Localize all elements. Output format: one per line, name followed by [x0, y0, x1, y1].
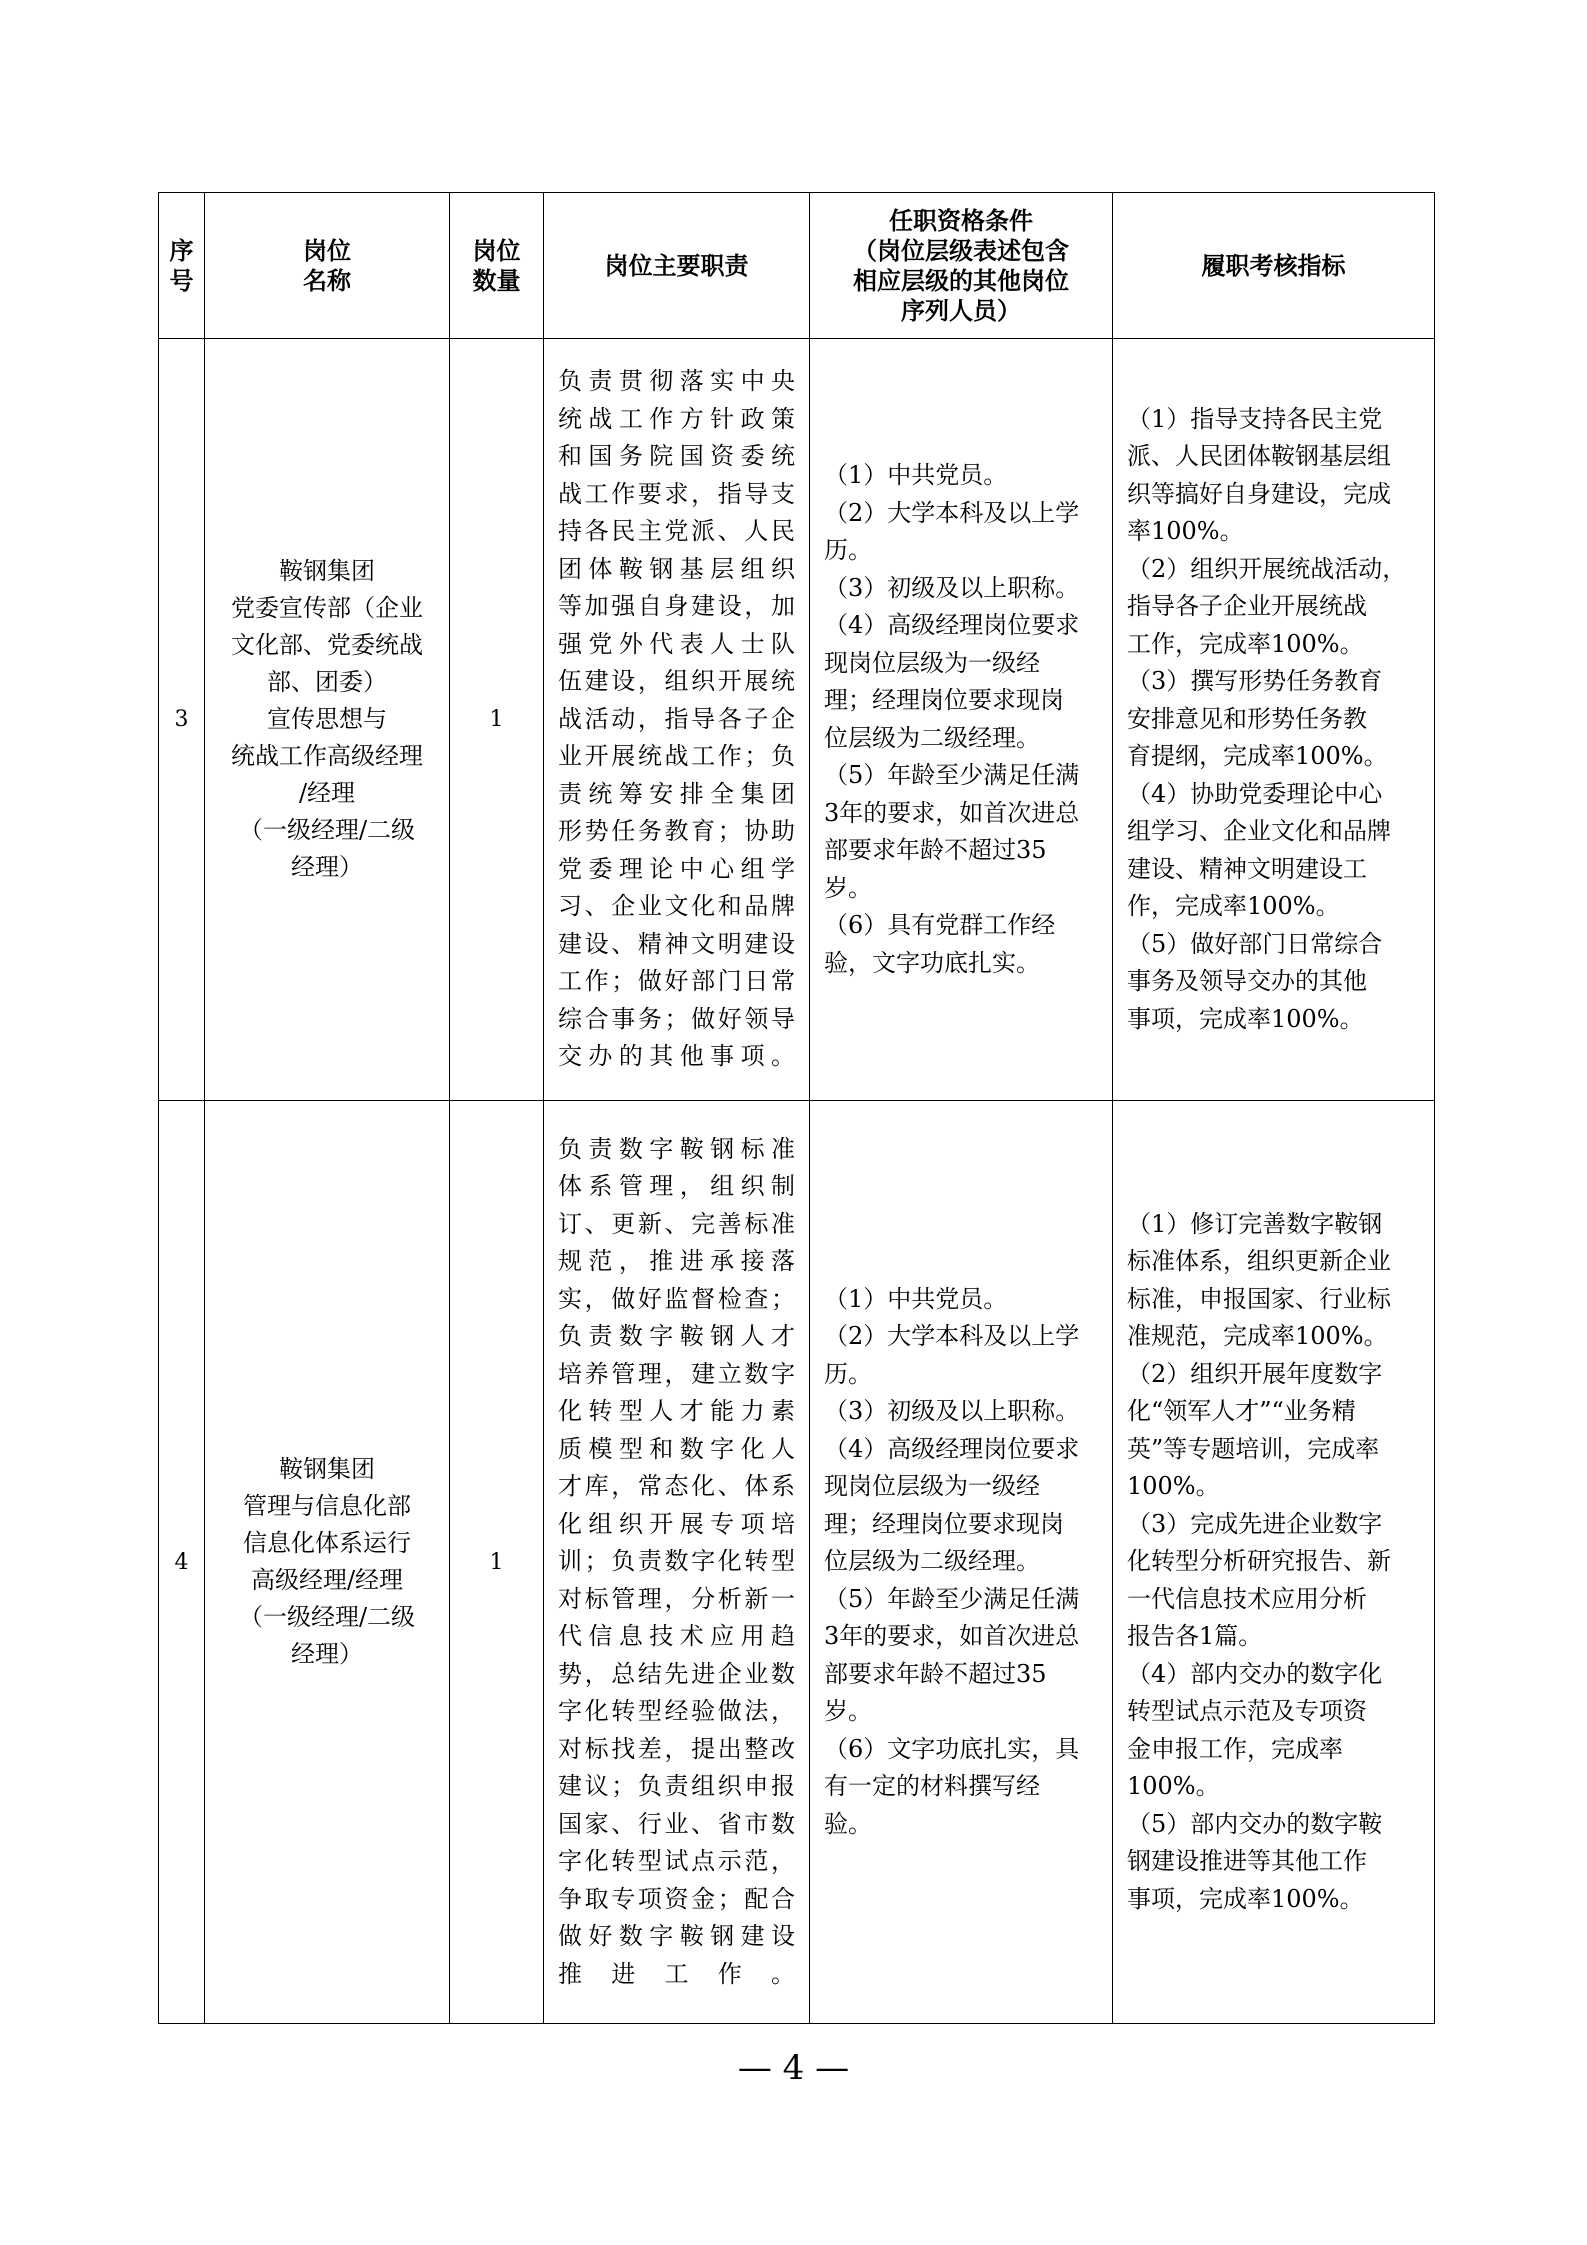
cell-line: 党委理论中心组学 — [558, 854, 795, 883]
performance-kpis — [1113, 339, 1435, 1101]
cell-line: 部要求年龄不超过35 — [824, 1659, 1047, 1688]
cell-line: （4）高级经理岗位要求 — [824, 1434, 1080, 1463]
job-table — [158, 192, 1435, 2024]
cell-line: 综合事务；做好领导 — [558, 1004, 795, 1033]
cell-line: 鞍钢集团 — [279, 557, 375, 585]
cell-line: 事务及领导交办的其他 — [1127, 967, 1367, 996]
cell-line: 和国务院国资委统 — [558, 442, 795, 471]
cell-line: 验。 — [824, 1809, 872, 1838]
cell-line: （5）做好部门日常综合 — [1127, 929, 1383, 958]
cell-line: （3）撰写形势任务教育 — [1127, 667, 1383, 696]
cell-line: （4）高级经理岗位要求 — [824, 611, 1080, 639]
cell-line: 信息化体系运行 — [243, 1529, 411, 1557]
cell-line: 现岗位层级为一级经 — [824, 648, 1040, 677]
cell-line: 现岗位层级为一级经 — [824, 1472, 1040, 1501]
cell-line: 标准体系，组织更新企业 — [1127, 1247, 1391, 1276]
cell-line: 100%。 — [1127, 1772, 1220, 1801]
cell-line: 团体鞍钢基层组织 — [558, 554, 795, 583]
cell-line: 钢建设推进等其他工作 — [1127, 1847, 1367, 1876]
cell-line: 势，总结先进企业数 — [558, 1659, 795, 1688]
cell-line: （1）中共党员。 — [824, 1284, 1008, 1313]
cell-line: 理；经理岗位要求现岗 — [824, 686, 1064, 714]
cell-line: 一代信息技术应用分析 — [1127, 1584, 1367, 1613]
cell-line: （4）部内交办的数字化 — [1127, 1659, 1383, 1688]
cell-line: （1）修订完善数字鞍钢 — [1127, 1209, 1383, 1238]
cell-line: 代信息技术应用趋 — [558, 1622, 795, 1651]
cell-line: 订、更新、完善标准 — [558, 1209, 795, 1238]
cell-line: 化组织开展专项培 — [558, 1509, 795, 1538]
cell-line: 业开展统战工作；负 — [558, 742, 795, 771]
position-name — [205, 1101, 450, 2024]
header-seq: 序 号 — [159, 193, 205, 339]
cell-line: （5）年龄至少满足任满 — [824, 761, 1080, 789]
cell-line: （3）初级及以上职称。 — [824, 573, 1080, 602]
cell-line: （一级经理/二级 — [238, 816, 416, 844]
cell-line: 交办的其他事项。 — [558, 1042, 795, 1071]
cell-line: 验，文字功底扎实。 — [824, 948, 1040, 977]
cell-line: 工作，完成率100%。 — [1127, 629, 1364, 658]
cell-line: 标准，申报国家、行业标 — [1127, 1284, 1391, 1313]
cell-line: （1）中共党员。 — [824, 461, 1008, 489]
cell-line: （3）初级及以上职称。 — [824, 1397, 1080, 1426]
cell-line: 部、团委） — [267, 668, 387, 696]
cell-line: 强党外代表人士队 — [558, 629, 795, 658]
cell-line: （5）部内交办的数字鞍 — [1127, 1809, 1383, 1838]
header-name: 岗位 名称 — [205, 193, 450, 339]
cell-line: 实，做好监督检查； — [558, 1284, 795, 1313]
cell-line: 形势任务教育；协助 — [558, 817, 795, 846]
cell-line: 文化部、党委统战 — [231, 631, 423, 659]
cell-line: （6）具有党群工作经 — [824, 911, 1056, 939]
position-name — [205, 339, 450, 1101]
cell-line: 位层级为二级经理。 — [824, 1547, 1040, 1576]
cell-line: （2）大学本科及以上学 — [824, 1322, 1080, 1351]
cell-line: 习、企业文化和品牌 — [558, 892, 795, 921]
cell-line: 争取专项资金；配合 — [558, 1884, 795, 1913]
cell-line: 对标找差，提出整改 — [558, 1734, 795, 1763]
cell-line: 才库，常态化、体系 — [558, 1472, 795, 1501]
position-count: 1 — [450, 339, 544, 1101]
cell-line: 体系管理，组织制 — [558, 1172, 795, 1201]
cell-line: 持各民主党派、人民 — [558, 517, 795, 546]
cell-line: 党委宣传部（企业 — [231, 594, 423, 622]
table-header-row — [159, 193, 1435, 339]
cell-line: 鞍钢集团 — [279, 1455, 375, 1483]
cell-line: 等加强自身建设，加 — [558, 592, 795, 621]
cell-line: 金申报工作，完成率 — [1127, 1734, 1343, 1763]
cell-line: 推进工作。 — [558, 1959, 795, 1988]
cell-line: （2）组织开展年度数字 — [1127, 1359, 1383, 1388]
page-number: — 4 — — [737, 2048, 850, 2088]
cell-line: 经理） — [291, 853, 363, 881]
cell-line: 3年的要求，如首次进总 — [824, 798, 1080, 827]
cell-line: 100%。 — [1127, 1472, 1220, 1501]
cell-line: 建议；负责组织申报 — [558, 1772, 795, 1801]
cell-line: （2）大学本科及以上学 — [824, 498, 1080, 527]
cell-line: （一级经理/二级 — [238, 1603, 416, 1631]
cell-line: 派、人民团体鞍钢基层组 — [1127, 442, 1391, 471]
cell-line: 指导各子企业开展统战 — [1127, 592, 1367, 621]
cell-line: （6）文字功底扎实，具 — [824, 1734, 1080, 1763]
cell-line: 建设、精神文明建设工 — [1127, 854, 1367, 883]
cell-line: 经理） — [291, 1640, 363, 1668]
cell-line: 率100%。 — [1127, 517, 1244, 546]
position-count: 1 — [450, 1101, 544, 2024]
cell-line: （1）指导支持各民主党 — [1127, 404, 1383, 433]
cell-line: 质模型和数字化人 — [558, 1434, 795, 1463]
main-duties — [544, 1101, 810, 2024]
cell-line: 理；经理岗位要求现岗 — [824, 1509, 1064, 1538]
qualifications — [810, 339, 1113, 1101]
cell-line: （4）协助党委理论中心 — [1127, 779, 1383, 808]
cell-line: 战活动，指导各子企 — [558, 704, 795, 733]
cell-line: /经理 — [298, 779, 356, 807]
cell-line: 报告各1篇。 — [1127, 1622, 1263, 1651]
cell-line: 宣传思想与 — [267, 705, 387, 733]
cell-line: 字化转型经验做法， — [558, 1697, 795, 1726]
cell-line: 组学习、企业文化和品牌 — [1127, 817, 1391, 846]
row-seq: 3 — [159, 339, 205, 1101]
cell-line: 英”等专题培训，完成率 — [1127, 1434, 1380, 1463]
cell-line: 管理与信息化部 — [243, 1492, 411, 1520]
cell-line: 负责数字鞍钢人才 — [558, 1322, 795, 1351]
table-row — [159, 1101, 1435, 2024]
cell-line: 字化转型试点示范， — [558, 1847, 795, 1876]
cell-line: 育提纲，完成率100%。 — [1127, 742, 1388, 771]
cell-line: 化“领军人才”“业务精 — [1127, 1397, 1356, 1426]
cell-line: 作，完成率100%。 — [1127, 892, 1340, 921]
cell-line: 安排意见和形势任务教 — [1127, 704, 1367, 733]
cell-line: 责统筹安排全集团 — [558, 779, 795, 808]
cell-line: 做好数字鞍钢建设 — [558, 1922, 795, 1951]
cell-line: 织等搞好自身建设，完成 — [1127, 479, 1391, 508]
main-duties — [544, 339, 810, 1101]
cell-line: 化转型人才能力素 — [558, 1397, 795, 1426]
cell-line: 历。 — [824, 536, 872, 564]
cell-line: 准规范，完成率100%。 — [1127, 1322, 1388, 1351]
cell-line: 化转型分析研究报告、新 — [1127, 1547, 1391, 1576]
cell-line: 培养管理，建立数字 — [558, 1359, 795, 1388]
cell-line: （2）组织开展统战活动， — [1127, 554, 1407, 583]
cell-line: 有一定的材料撰写经 — [824, 1772, 1040, 1801]
performance-kpis — [1113, 1101, 1435, 2024]
table-row — [159, 339, 1435, 1101]
cell-line: 规范，推进承接落 — [558, 1247, 795, 1276]
cell-line: 伍建设，组织开展统 — [558, 667, 795, 696]
cell-line: 工作；做好部门日常 — [558, 967, 795, 996]
cell-line: 部要求年龄不超过35 — [824, 836, 1047, 864]
cell-line: 岁。 — [824, 873, 872, 902]
cell-line: 统战工作方针政策 — [558, 404, 795, 433]
qualifications — [810, 1101, 1113, 2024]
cell-line: 历。 — [824, 1359, 872, 1388]
cell-line: 对标管理，分析新一 — [558, 1584, 795, 1613]
header-kpi: 履职考核指标 — [1113, 193, 1435, 339]
header-qty: 岗位 数量 — [450, 193, 544, 339]
cell-line: 战工作要求，指导支 — [558, 479, 795, 508]
cell-line: 负责贯彻落实中央 — [558, 367, 795, 396]
header-duty: 岗位主要职责 — [544, 193, 810, 339]
cell-line: 统战工作高级经理 — [231, 742, 423, 770]
cell-line: 事项，完成率100%。 — [1127, 1004, 1364, 1033]
cell-line: 高级经理/经理 — [250, 1566, 404, 1594]
cell-line: （3）完成先进企业数字 — [1127, 1509, 1383, 1538]
cell-line: 负责数字鞍钢标准 — [558, 1134, 795, 1163]
cell-line: 3年的要求，如首次进总 — [824, 1622, 1080, 1651]
header-qual: 任职资格条件 （岗位层级表述包含 相应层级的其他岗位 序列人员） — [810, 193, 1113, 339]
cell-line: 转型试点示范及专项资 — [1127, 1697, 1367, 1726]
cell-line: （5）年龄至少满足任满 — [824, 1584, 1080, 1613]
cell-line: 岁。 — [824, 1697, 872, 1726]
cell-line: 训；负责数字化转型 — [558, 1547, 795, 1576]
row-seq: 4 — [159, 1101, 205, 2024]
cell-line: 事项，完成率100%。 — [1127, 1884, 1364, 1913]
cell-line: 建设、精神文明建设 — [558, 929, 795, 958]
cell-line: 国家、行业、省市数 — [558, 1809, 795, 1838]
cell-line: 位层级为二级经理。 — [824, 723, 1040, 752]
